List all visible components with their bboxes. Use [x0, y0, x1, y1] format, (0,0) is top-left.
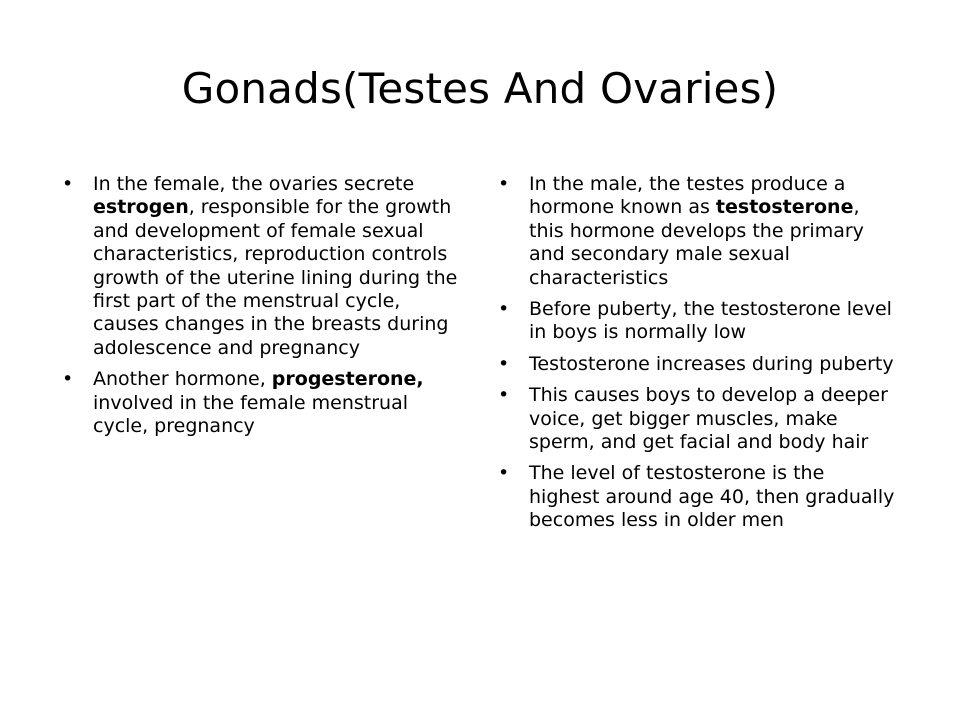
list-item	[62, 173, 462, 360]
bullet-text-start: In the male, the testes produce a hormone known as	[529, 173, 846, 219]
bullet-text-start: Another hormone,	[93, 368, 272, 391]
list-item	[498, 353, 898, 376]
bullet-text: This causes boys to develop a deeper voice, get bigger muscles, make sperm, and get facial and body hair	[529, 384, 888, 454]
bullet-icon: •	[62, 173, 74, 195]
list-item	[62, 368, 462, 438]
bullet-icon: •	[498, 173, 510, 195]
bullet-icon: •	[498, 384, 510, 407]
list-item	[498, 173, 898, 290]
slide-title: Gonads(Testes And Ovaries)	[181, 64, 779, 113]
bullet-text-end: involved in the female menstrual cycle, pregnancy	[93, 391, 408, 438]
bullet-text-bold: estrogen	[93, 196, 189, 219]
bullet-text-end: , this hormone develops the primary and secondary male sexual characteristics	[529, 196, 864, 289]
bullet-text-bold: testosterone	[715, 196, 854, 219]
bullet-text-end: , responsible for the growth and development of female sexual characteristics, reproduction controls growth of the uterine lining during the first part of the menstrual cycle, causes changes in the breasts during adolescence and pregnancy	[93, 196, 458, 359]
left-bullet-list	[62, 173, 462, 446]
bullet-icon: •	[498, 298, 510, 321]
bullet-text: Before puberty, the testosterone level in boys is normally low	[529, 298, 892, 344]
bullet-text: The level of testosterone is the highest around age 40, then gradually becomes less in older men	[529, 462, 895, 532]
list-item	[498, 384, 898, 454]
bullet-icon: •	[62, 368, 74, 391]
bullet-text-start: In the female, the ovaries secrete	[93, 173, 415, 195]
list-item	[498, 462, 898, 532]
list-item	[498, 298, 898, 345]
bullet-text-bold: progesterone,	[271, 368, 424, 391]
bullet-text: Testosterone increases during puberty	[529, 352, 894, 375]
bullet-icon: •	[498, 462, 510, 485]
right-bullet-list	[498, 173, 898, 541]
bullet-icon: •	[498, 352, 510, 375]
